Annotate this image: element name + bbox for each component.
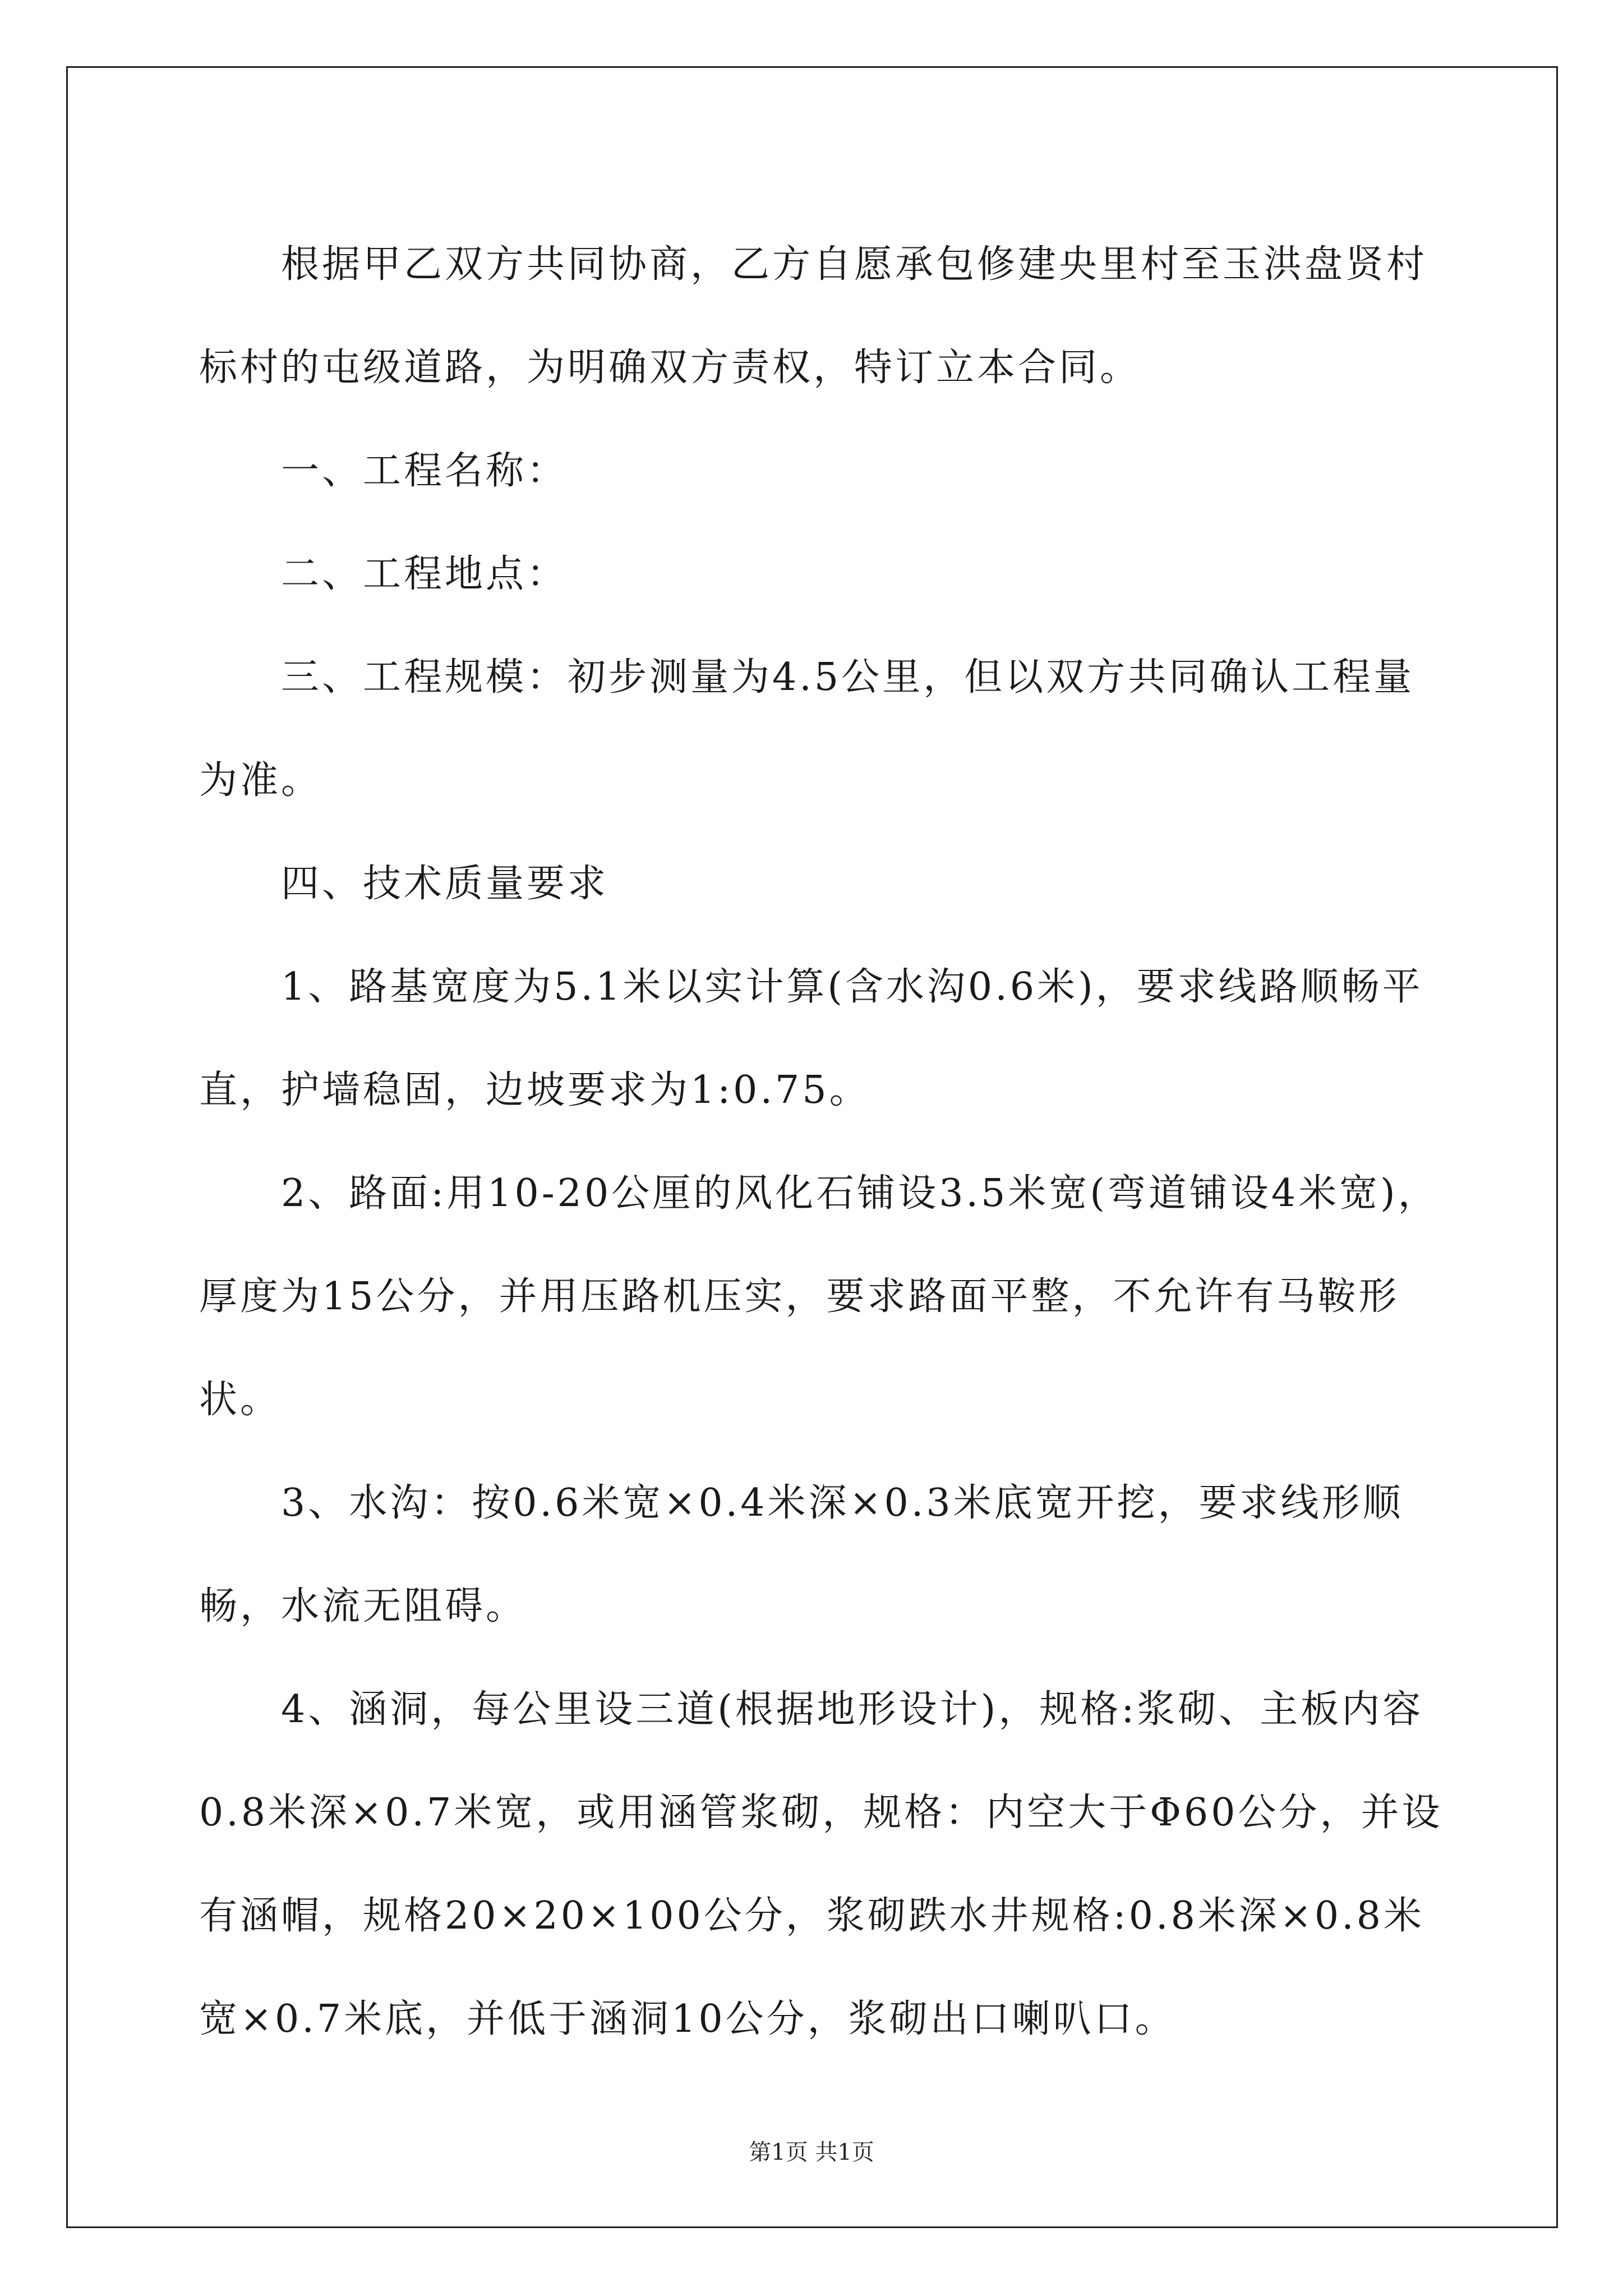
- paragraph-culvert: 4、涵洞，每公里设三道(根据地形设计)，规格:浆砌、主板内容0.8米深×0.7米宽，或用涵管浆砌，规格：内空大于Φ60公分，并设有涵帽，规格20×20×100公分，浆砌跌水井规格:0.8米深×0.8米宽×0.7米底，并低于涵洞10公分，浆砌出口喇叭口。: [199, 1687, 1443, 2041]
- paragraph-roadbed: 1、路基宽度为5.1米以实计算(含水沟0.6米)，要求线路顺畅平直，护墙稳固，边坡要求为1:0.75。: [199, 965, 1423, 1112]
- paragraph-pavement: 2、路面:用10-20公厘的风化石铺设3.5米宽(弯道铺设4米宽)，厚度为15公分，并用压路机压实，要求路面平整，不允许有马鞍形状。: [199, 1171, 1439, 1422]
- document-body: [199, 213, 1455, 2071]
- paragraph-quality-heading: 四、技术质量要求: [281, 862, 609, 906]
- paragraph-project-scale: 三、工程规模：初步测量为4.5公里，但以双方共同确认工程量为准。: [199, 655, 1415, 803]
- paragraph-intro: 根据甲乙双方共同协商，乙方自愿承包修建央里村至玉洪盘贤村标村的屯级道路，为明确双方责权，特订立本合同。: [199, 242, 1428, 390]
- page-footer: 第1页 共1页: [749, 2139, 874, 2165]
- paragraph-project-name: 一、工程名称：: [281, 449, 568, 493]
- paragraph-project-location: 二、工程地点：: [281, 552, 568, 596]
- paragraph-ditch: 3、水沟：按0.6米宽×0.4米深×0.3米底宽开挖，要求线形顺畅，水流无阻碍。: [199, 1481, 1404, 1628]
